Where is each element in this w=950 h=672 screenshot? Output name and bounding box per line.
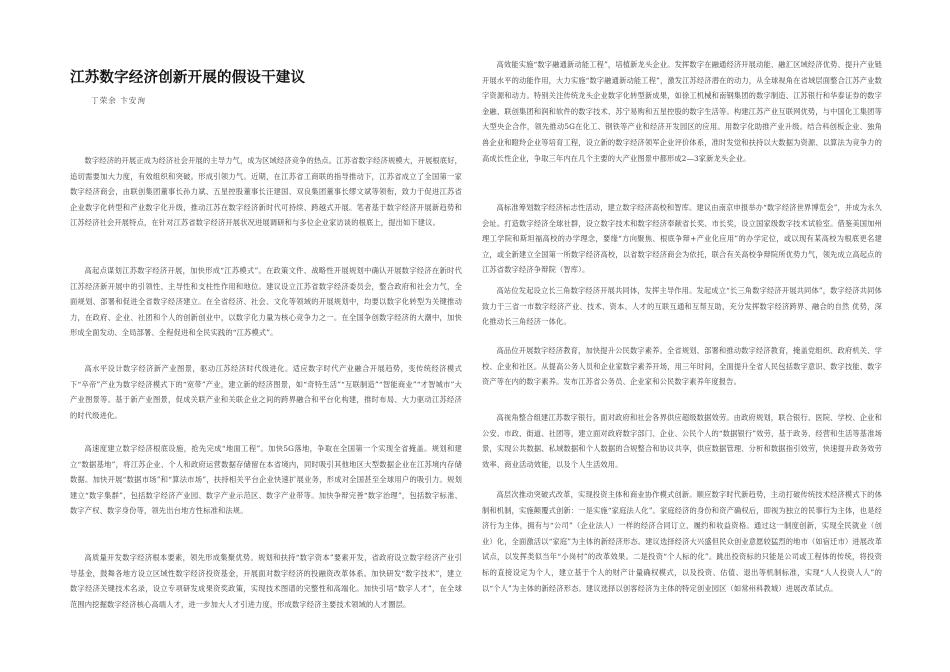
paragraph-events-university: 高标准筹划数字经济标志性活动，建立数字经济高校和智库。建议由南京申报举办“数字经济世界博览会”，并成为永久会址。打造数字经济全球社群，设立数字技术和数字经济奉献省长奖、市长奖，设立国家级数字技术试验室。借鉴美国加州理工学院和斯坦福高校的办学理念，要缘“方向聚焦、根底争辩+产业化应用”的办学定位，或以现有某高校为根底更名建立，或全新建立全国第一所数字经济高校，以省数字经济商会为依托，联合有关高校争辩院所优势力气，领先成立高起点的江苏省数字经济争辩院（智库）。 bbox=[482, 203, 882, 275]
article-title: 江苏数字经济创新开展的假设干建议 bbox=[70, 70, 306, 86]
paragraph-yangtze-delta: 高站位发起设立长三角数字经济开展共同体，发挥主导作用。发起成立“长三角数字经济开展共同体”，数字经济共同体致力于三省一市数字经济产业、技术、资本、人才的互联互通和互帮互助，充分发挥数字经济跨界、融合的自然 优势，深化推动长三角经济一体化。 bbox=[482, 286, 882, 327]
paragraph-data-bank: 高视角整合组建江苏数字银行，面对政府和社会各界供应超级数据效劳。由政府规划，联合银行、医院、学校、企业和公安、市政、街道、社团等，建立面对政府数字部门、企业、公民个人的“数据银行”效劳，基于政务、经营和生活等基准场景，实现公共数据、私域数据和个人数据的合规整合和协议共享，供应数据管理、分析和数据指引效劳，快速提升政务效劳效率、商业活动效能，以及个人生活效用。 bbox=[482, 413, 882, 469]
paragraph-reform: 高层次推动突破式改革，实现投资主体和商业协作模式创新。顺应数字时代新趋势，主动打破传统技术经济模式下的体制和机制，实施颠覆式创新：一是实施“家庭法人化”。家庭经济的身份和资产确权后，即视为独立的民事行为主体，也是经济行为主体，拥有与“公司”（企业法人）一样的经济合同订立、履约和收益资格。通过这一制度创新，实现全民就业（创业）化，全面激活以“家庭”为主体的新经济形态。建议选择经济大兴盛但民众创业意愿较猛烈的地市（如宿迁市）进展改革试点，以发挥类似当年“小岗村”的改革效果。二是投资“个人标的化”。跳出投资标的只能是公司或工程体的传统，将投资标的直接设定为个人，建立基于个人的财产计量确权模式，以及投资、估值、退出等机制标准，实现“人人投资人人”的以“个人”为主体的新经济形态。建议选择以创客经济为主体的特定创业园区（如常州科教城）进展改革试点。 bbox=[482, 490, 882, 593]
article-authors: 丁荣余 卞安洵 bbox=[91, 96, 146, 105]
paragraph-industry-landscape: 高水平设计数字经济新产业图景，驱动江苏经济时代级进化。适应数字时代产业融合开展趋势，变传统经济模式下“卒帝”产业为数字经济模式下的“宽带”产业，建立新的经济图景，如“奇特生活”“互联制造”“智能商业”“才智城市”大产业图景等。基于新产业图景，促成关联产业和关联企业之间的跨界融合和平台化构建，推时布局、大力驱动江苏经济的时代级进化。 bbox=[70, 364, 462, 420]
paragraph-infrastructure: 高速度建立数字经济根底设施，抢先完成“地面工程”。加快5G落地，争取在全国第一个实现全省掩盖。规划和建立“数据基地”，将江苏企业、个人和政府运营数据存储留在本省境内，同时吸引其他地区大型数据企业在江苏境内存储数据。加快开展“数据市场”和“算法市场”，扶持相关平台企业快速扩展业务，形成对全国甚至全球用户的吸引力。规划建立“数字集群”，包括数字经济产业园、数字产业示范区、数字产业带等。加快争辩完善“数字治理”，包括数字标准、数字产权、数字身份等，领先出台地方性标准和法规。 bbox=[70, 444, 462, 516]
paragraph-digital-literacy: 高品位开展数字经济教育，加快提升公民数字素养。全省规划、部署和推动数字经济教育，掩盖党组织、政府机关、学校、企业和社区。从提高公务人员和企业家数字素养开场，用三年时间，全面提升全省人民包括数字意识、数字技能、数字资产等在内的数字素养。发布江苏省公务员、企业家和公民数字素养年度报告。 bbox=[482, 346, 882, 387]
paragraph-new-momentum: 高效能实施“数字融通新动能工程”，培植新龙头企业。发挥数字在融通经济开展动能、融汇区域经济优势、提升产业链开展水平的动能作用，大力实施“数字融通新动能工程”，激发江苏经济潜在的动力，从全球视角在省域层面整合江苏产业数字资源和动力。特别关注传统龙头企业数字化转型新成果，如徐工机械和南钢集团的数字制造、江苏银行和华泰证券的数字金融、联创集团和润和软件的数字技术、苏宁易购和五星控股的数字生活等。构建江苏产业互联网优势，与中国化工集团等大型央企合作，领先推动5G在化工、钢铁等产业和经济开发园区的应用。用数字化助推产业升级。结合科创板企业、独角兽企业和瞪羚企业等培育工程，设立新的数字经济领军企业评价体系，准时发觉和扶持以大数据为资源、以算法为竞争力的高成长性企业，争取三年内在几个主要的大产业图景中都形成2—3家新龙头企业。 bbox=[482, 60, 882, 163]
paragraph-intro: 数字经济的开展正成为经济社会开展的主导力气，成为区域经济竞争的热点。江苏省数字经济规模大，开展根底好，追切需要加大力度，有效组织和突破。形成引领力气。近期，在江苏省工商联的指导推动下，江苏省成立了全国第一家数字经济商会，由联创集团董事长孙力斌、五星控股董事长汪建国、双良集团董事长缪文斌等领衔，致力于促进江苏省企业数字化转型和产业数字化升级，推动江苏在数字经济新时代可持续、跨越式开展。笔者基于数字经济开展新趋势和江苏经济社会开展特点，在针对江苏省数字经济开展状况进展调研和与多位企业家访谈的根底上，提出如下建议。 bbox=[70, 156, 462, 228]
paragraph-jiangsu-model: 高起点谋划江苏数字经济开展，加快形成“江苏模式”。在政策文件、战略性开展规划中确认开展数字经济在新时代江苏经济新开展中的引领性、主导性和支柱性作用和地位。建议设立江苏省数字经济委员会，整合政府和社会力气，全面规划、部署和促进全省数字经济建立。在全省经济、社会、文化等领域的开展规划中，均要以数字化转型为关键推动力，在政府、企业、社团和个人的创新创业中，以数字化力量为核心竞争力之一。在全国争创数字经济的大潮中，加快形成全面发动、全局部署、全程促进和全民实践的“江苏模式”。 bbox=[70, 266, 462, 338]
paragraph-core-elements: 高质量开发数字经济根本要素，领先形成集聚优势。规划和扶持“数字资本”要素开发，省政府设立数字经济产业引导基金，鼓舞各地方设立区域性数字经济投资基金，开展面对数字经济的投融资改革体系。加快研发“数字技术”，建立数字经济关键技术名录，设立专项研发成果资奖政策，实现技术图谱的完整性和高端化。加快引培“数字人才”，在全球范围内挖掘数字经济核心高端人才，进一步加大人才引进力度，形成数字经济主要技术领域的人才圈层。 bbox=[70, 553, 462, 609]
